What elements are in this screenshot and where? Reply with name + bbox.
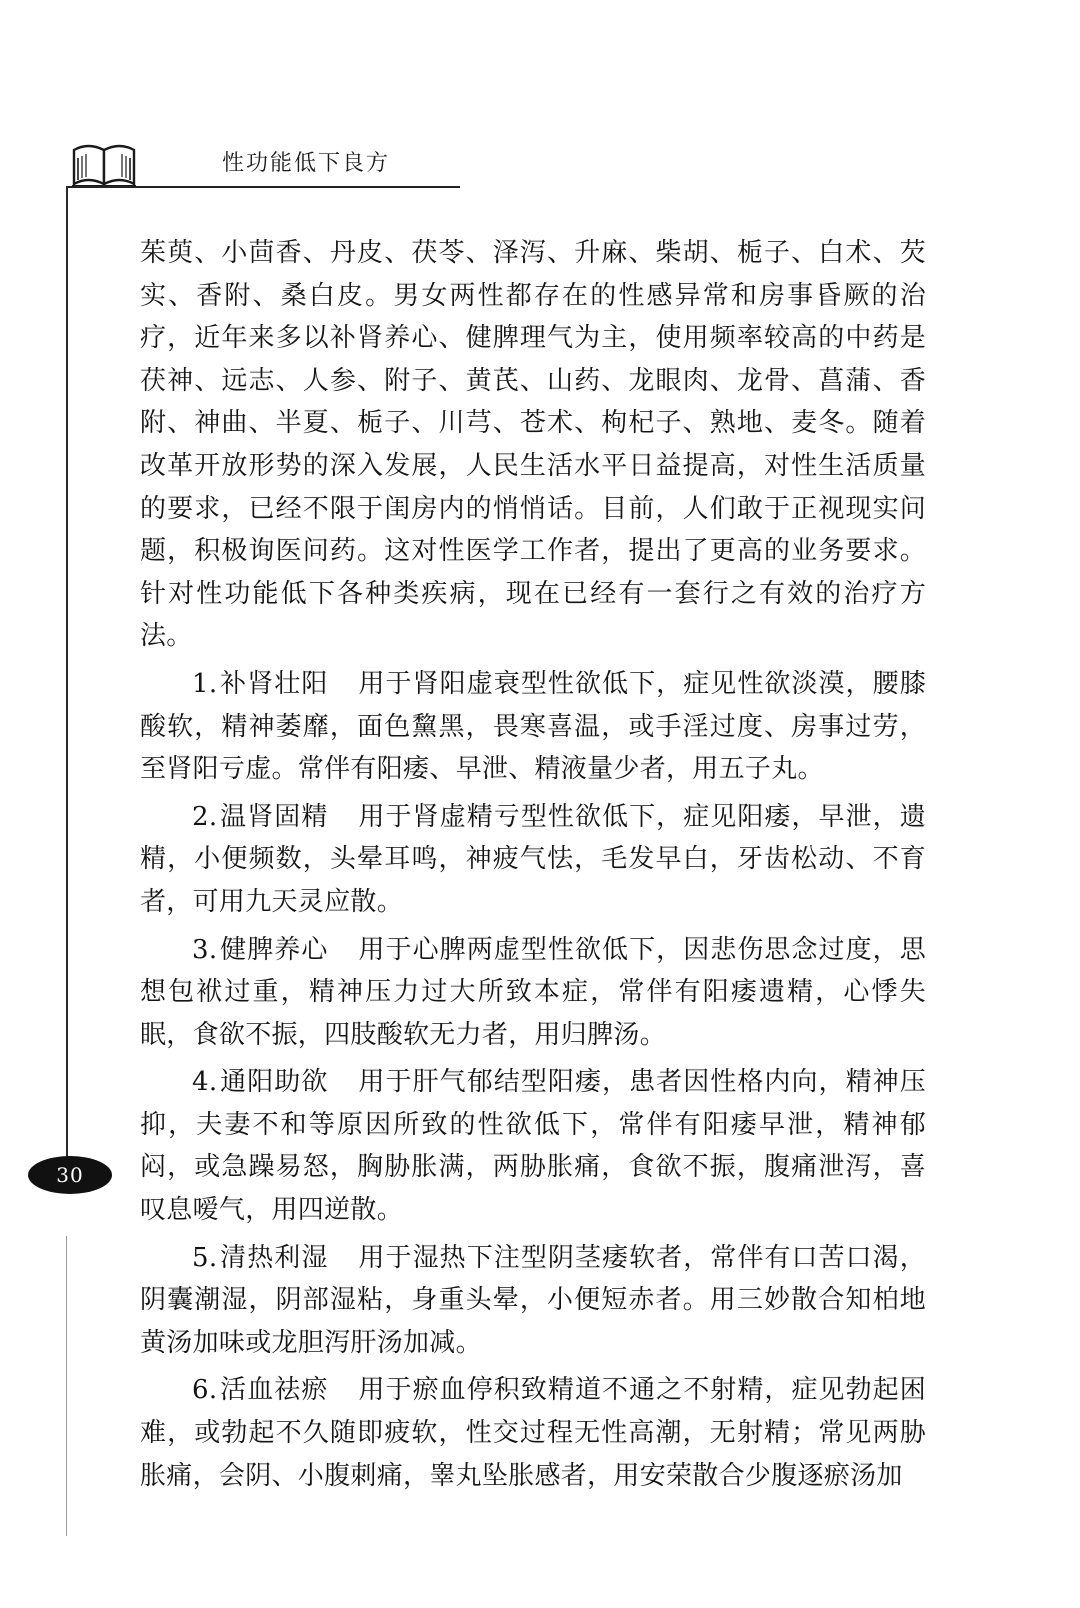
remedy-heading: 健脾养心 <box>219 934 329 965</box>
remedy-number: 5. <box>192 1242 218 1273</box>
remedy-number: 4. <box>192 1067 218 1098</box>
intro-paragraph: 茱萸、小茴香、丹皮、茯苓、泽泻、升麻、柴胡、栀子、白术、芡实、香附、桑白皮。男女两性都存在的性感异常和房事昏厥的治疗，近年来多以补肾养心、健脾理气为主，使用频率较高的中药是茯神、远志、人参、附子、黄芪、山药、龙眼肉、龙骨、菖蒲、香附、神曲、半夏、栀子、川芎、苍术、枸杞子、熟地、麦冬。随着改革开放形势的深入发展，人民生活水平日益提高，对性生活质量的要求，已经不限于闺房内的悄悄话。目前，人们敢于正视现实问题，积极询医问药。这对性医学工作者，提出了更高的业务要求。针对性功能低下各种类疾病，现在已经有一套行之有效的治疗方法。 <box>140 238 926 652</box>
remedy-text: 用于瘀血停积致精道不通之不射精，症见勃起困难，或勃起不久随即疲软，性交过程无性高潮，无射精；常见两胁胀痛，会阴、小腹刺痛，睾丸坠胀感者，用安荣散合少腹逐瘀汤加 <box>140 1375 926 1491</box>
remedy-text: 用于肝气郁结型阳痿，患者因性格内向，精神压抑，夫妻不和等原因所致的性欲低下，常伴有阳痿早泄，精神郁闷，或急躁易怒，胸胁胀满，两胁胀痛，食欲不振，腹痛泄泻，喜叹息嗳气，用四逆散。 <box>140 1067 926 1226</box>
remedy-text: 用于肾阳虚衰型性欲低下，症见性欲淡漠，腰膝酸软，精神萎靡，面色黧黑，畏寒喜温，或手淫过度、房事过劳，至肾阳亏虚。常伴有阳痿、早泄、精液量少者，用五子丸。 <box>140 668 926 785</box>
remedy-number: 3. <box>192 934 218 965</box>
remedy-text: 用于肾虚精亏型性欲低下，症见阳痿，早泄，遗精，小便频数，头晕耳鸣，神疲气怯，毛发早白，牙齿松动、不育者，可用九天灵应散。 <box>140 801 926 917</box>
open-book-icon <box>70 140 138 188</box>
page-edge-line <box>66 186 68 1178</box>
page-edge-line-lower <box>66 1236 67 1536</box>
remedy-heading: 活血祛瘀 <box>219 1375 329 1406</box>
remedy-item-5 <box>140 1237 926 1365</box>
remedy-text: 用于心脾两虚型性欲低下，因悲伤思念过度，思想包袱过重，精神压力过大所致本症，常伴有阳痿遗精，心悸失眠，食欲不振，四肢酸软无力者，用归脾汤。 <box>140 934 926 1050</box>
page-body <box>140 232 926 1497</box>
remedy-number: 2. <box>192 801 218 832</box>
remedy-item-2 <box>140 796 926 924</box>
remedy-heading: 补肾壮阳 <box>219 668 329 699</box>
remedy-item-4 <box>140 1061 926 1231</box>
remedy-heading: 清热利湿 <box>219 1242 329 1273</box>
page-number-badge: 30 <box>28 1156 112 1194</box>
running-header-title: 性功能低下良方 <box>222 151 391 176</box>
remedy-heading: 通阳助欲 <box>219 1067 329 1098</box>
remedy-item-6 <box>140 1369 926 1497</box>
remedy-text: 用于湿热下注型阴茎痿软者，常伴有口苦口渴，阴囊潮湿，阴部湿粘，身重头晕，小便短赤者。用三妙散合知柏地黄汤加味或龙胆泻肝汤加减。 <box>140 1242 926 1358</box>
remedy-heading: 温肾固精 <box>219 801 329 832</box>
remedy-item-3 <box>140 929 926 1057</box>
remedy-number: 1. <box>192 668 218 699</box>
remedy-item-1 <box>140 663 926 791</box>
remedy-number: 6. <box>192 1375 218 1406</box>
header-rule <box>68 186 460 188</box>
